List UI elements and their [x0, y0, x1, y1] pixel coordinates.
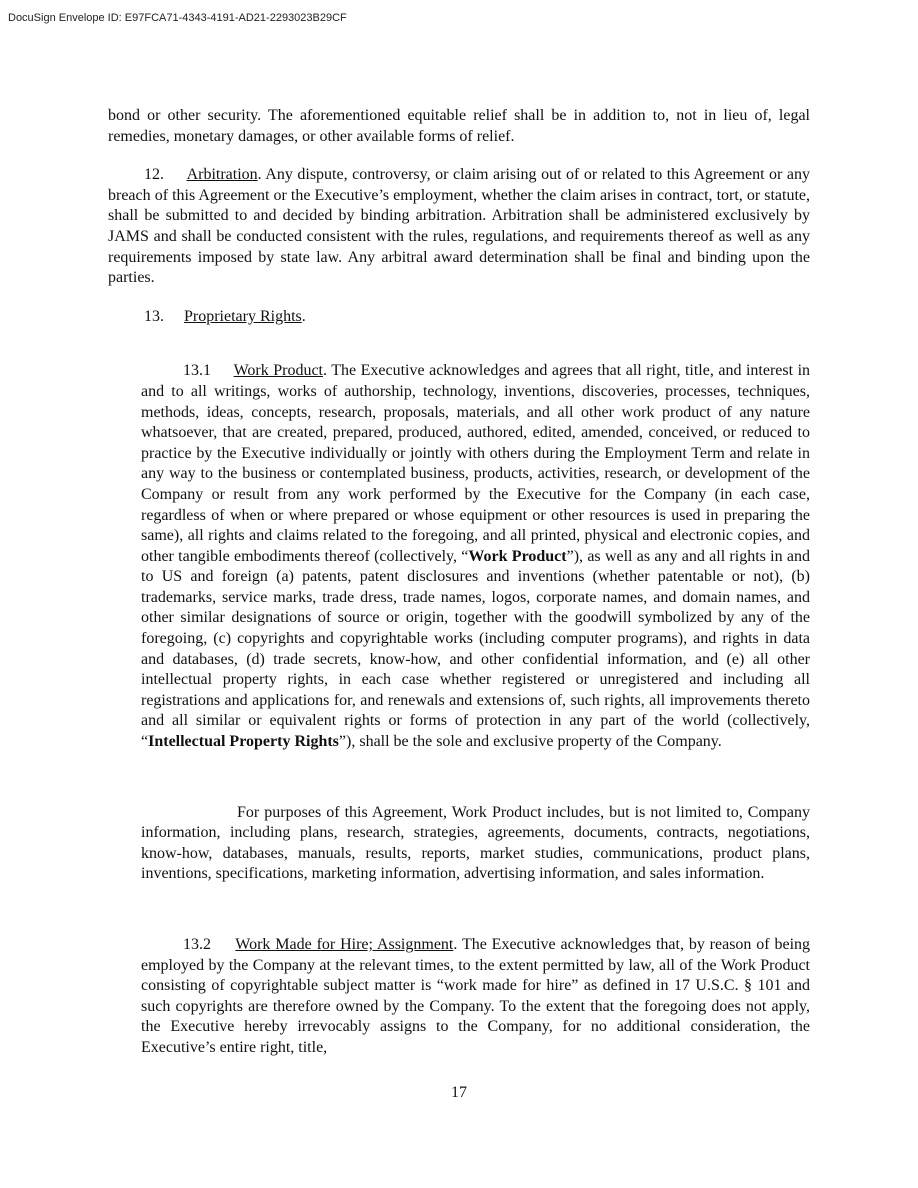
- section-13-1-body-a: . The Executive acknowledges and agrees that all right, title, and interest in and to all writings, works of authorship, technology, inventions, discoveries, processes, techniques, methods, ideas, concepts, research, proposals, materials, and all other work product of any nature whatsoever, that are created, prepared, produced, authored, edited, amended, conceived, or reduced to practice by the Executive individually or jointly with others during the Employment Term and relate in any way to the business or contemplated business, products, activities, research, or development of the Company or result from any work performed by the Executive for the Company (in each case, regardless of when or where prepared or whose equipment or other resources is used in preparing the same), all rights and claims related to the foregoing, and all printed, physical and electronic copies, and other tangible embodiments thereof (collectively, “: [141, 362, 811, 565]
- section-12: [108, 165, 810, 289]
- section-13: [108, 307, 810, 328]
- section-13-2-body: . The Executive acknowledges that, by reason of being employed by the Company at the relevant times, to the extent permitted by law, all of the Work Product consisting of copyrightable subject matter is “work made for hire” as defined in 17 U.S.C. § 101 and such copyrights are therefore owned by the Company. To the extent that the foregoing does not apply, the Executive hereby irrevocably assigns to the Company, for no additional consideration, the Executive’s entire right, title,: [141, 936, 811, 1056]
- intro-paragraph: bond or other security. The aforementioned equitable relief shall be in addition to, not in lieu of, legal remedies, monetary damages, or other available forms of relief.: [108, 107, 810, 145]
- section-12-number: 12.: [144, 166, 164, 184]
- page-number: 17: [451, 1084, 467, 1101]
- document-body: [108, 106, 810, 1075]
- section-13-2-heading: Work Made for Hire; Assignment: [235, 936, 454, 953]
- section-13-1-heading: Work Product: [233, 362, 323, 380]
- section-13-2-number: 13.2: [183, 936, 211, 953]
- section-13-1: [141, 361, 810, 752]
- section-12-heading: Arbitration: [186, 166, 258, 184]
- envelope-id: DocuSign Envelope ID: E97FCA71-4343-4191-AD21-2293023B29CF: [8, 12, 347, 24]
- section-13-number: 13.: [144, 307, 164, 325]
- purposes-paragraph: For purposes of this Agreement, Work Product includes, but is not limited to, Company information, including plans, research, strategies, agreements, documents, contracts, negotiations, know-how, databases, manuals, results, reports, market studies, communications, product plans, inventions, specifications, marketing information, advertising information, and sales information.: [141, 803, 810, 883]
- section-13-suffix: .: [301, 307, 306, 325]
- section-12-body: . Any dispute, controversy, or claim arising out of or related to this Agreement or any breach of this Agreement or the Executive’s employment, whether the claim arises in contract, tort, or statute, shall be submitted to and decided by binding arbitration. Arbitration shall be administered exclusively by JAMS and shall be conducted consistent with the rules, regulations, and requirements thereof as well as any requirements imposed by state law. Any arbitral award determination shall be final and binding upon the parties.: [108, 166, 811, 287]
- section-13-1-number: 13.1: [183, 362, 211, 380]
- defined-term-ip-rights: Intellectual Property Rights: [148, 733, 339, 751]
- section-13-1-body-c: ”), shall be the sole and exclusive property of the Company.: [338, 733, 722, 751]
- section-13-2: [141, 935, 810, 1059]
- section-13-heading: Proprietary Rights: [184, 307, 302, 325]
- section-13-1-body-b: ”), as well as any and all rights in and to US and foreign (a) patents, patent disclosures and inventions (whether patentable or not), (b) trademarks, service marks, trade dress, trade names, logos, corporate names, and domain names, and other similar designations of source or origin, together with the goodwill symbolized by any of the foregoing, (c) copyrights and copyrightable works (including computer programs), and rights in data and databases, (d) trade secrets, know-how, and other confidential information, and (e) all other intellectual property rights, in each case whether registered or unregistered and including all registrations and applications for, and renewals and extensions of, such rights, all improvements thereto and all similar or equivalent rights or forms of protection in any part of the world (collectively, “: [141, 547, 810, 751]
- defined-term-work-product: Work Product: [468, 547, 567, 565]
